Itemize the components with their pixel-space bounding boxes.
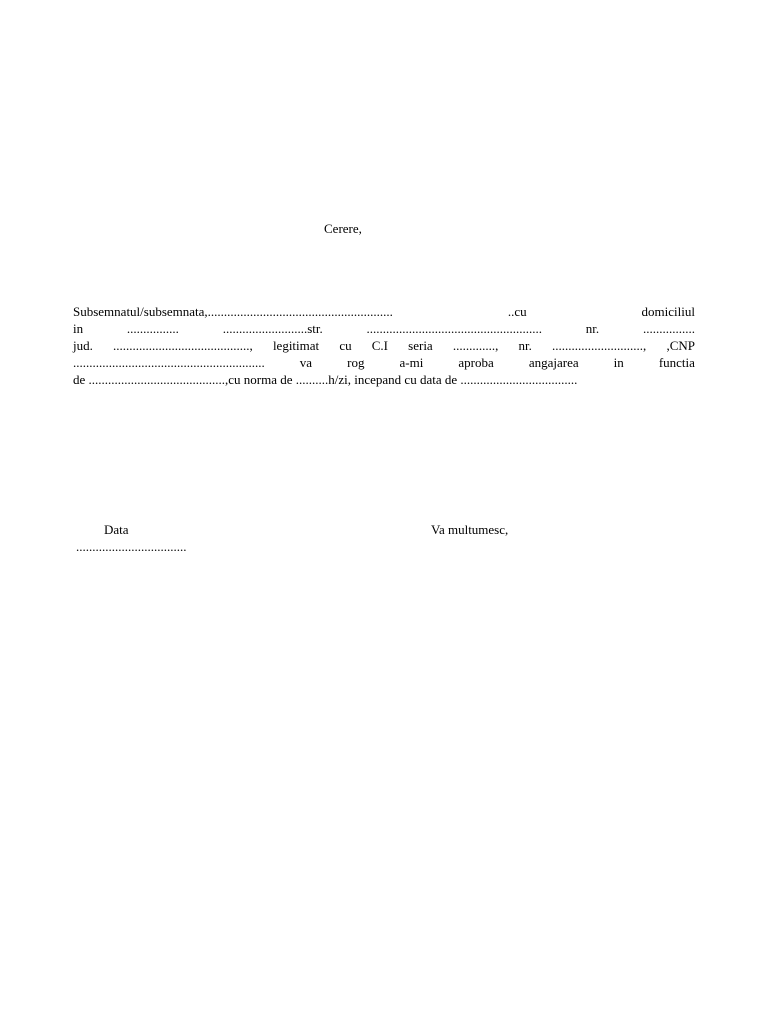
body-text: C.I — [371, 338, 388, 353]
body-text: in — [73, 321, 84, 336]
body-text: .........................................., — [113, 338, 253, 353]
body-text: va — [299, 355, 313, 370]
body-text: angajarea — [528, 355, 579, 370]
body-text: cu — [339, 338, 352, 353]
body-text: functia — [658, 355, 695, 370]
body-text: aproba — [458, 355, 494, 370]
body-text: ............................, — [552, 338, 647, 353]
date-field: .................................. — [76, 539, 187, 554]
date-label: Data — [104, 522, 129, 537]
document-title: Cerere, — [324, 221, 362, 236]
body-text: ................ — [642, 321, 695, 336]
body-text: nr. — [585, 321, 600, 336]
body-text: rog — [347, 355, 365, 370]
body-text: ..........................str. — [222, 321, 323, 336]
body-line-1 — [73, 303, 695, 320]
body-text: de ..........................................,cu norma de ..........h/zi, incepand cu data de .................................... — [73, 372, 578, 387]
body-text: legitimat — [272, 338, 320, 353]
body-text: domiciliul — [641, 304, 695, 319]
body-text: seria — [408, 338, 433, 353]
body-line-3 — [73, 337, 695, 354]
body-text: nr. — [518, 338, 532, 353]
body-line-5 — [73, 371, 695, 388]
body-text: a-mi — [399, 355, 424, 370]
body-line-4 — [73, 354, 695, 371]
body-text: ........................................................... — [73, 355, 265, 370]
body-line-2 — [73, 320, 695, 337]
closing-text: Va multumesc, — [431, 522, 509, 537]
body-text: in — [613, 355, 624, 370]
body-text: ..cu — [507, 304, 527, 319]
body-text: ,CNP — [666, 338, 695, 353]
body-text: ............., — [452, 338, 499, 353]
body-text: ................ — [126, 321, 179, 336]
body-text: jud. — [73, 338, 93, 353]
body-text: ...................................................... — [366, 321, 543, 336]
body-text: Subsemnatul/subsemnata,......................................................... — [73, 304, 393, 319]
